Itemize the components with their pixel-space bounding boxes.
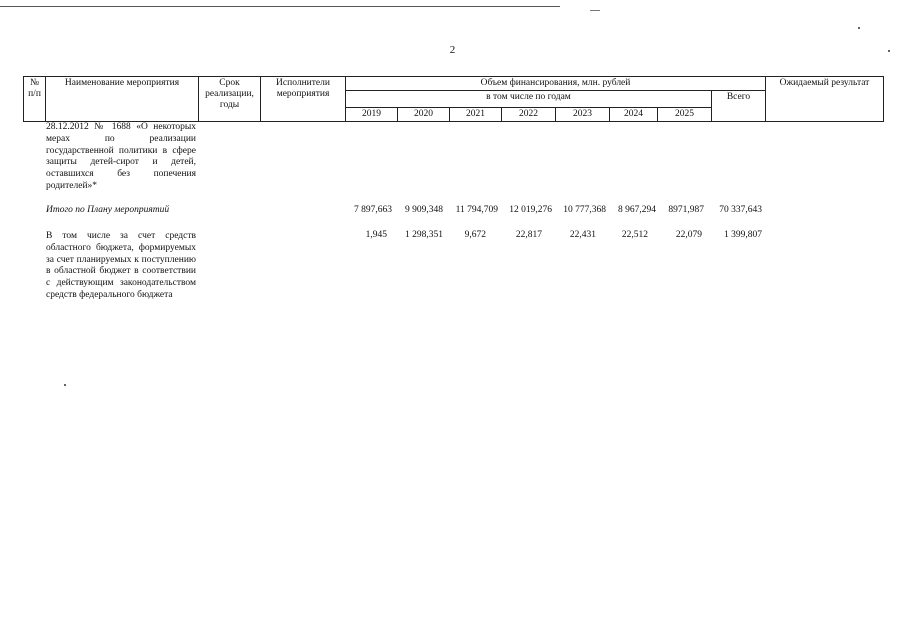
- col-year: 2020: [398, 108, 450, 122]
- incl-value: 1 399,807: [724, 230, 762, 240]
- col-num: № п/п: [24, 77, 46, 122]
- col-year: 2025: [658, 108, 712, 122]
- total-value: 10 777,368: [563, 205, 606, 215]
- col-by-years: в том числе по годам: [346, 91, 712, 108]
- col-year: 2022: [502, 108, 556, 122]
- col-total: Всего: [712, 91, 766, 122]
- incl-value: 22,079: [675, 230, 702, 240]
- col-financing: Объем финансирования, млн. рублей: [346, 77, 766, 91]
- incl-row-label: В том числе за счет средств областного бюджета, формируемых за счет планируемых к поступлению в областной бюджет в соответствии с действующим законодательством средств федерального бюджета: [46, 231, 196, 300]
- total-value: 8971,987: [668, 205, 704, 215]
- col-year: 2019: [346, 108, 398, 122]
- col-year: 2021: [450, 108, 502, 122]
- col-year: 2023: [556, 108, 610, 122]
- col-year: 2024: [610, 108, 658, 122]
- scan-speck: [64, 384, 66, 386]
- col-term: Срок реализации, годы: [199, 77, 261, 122]
- scan-speck: [858, 27, 860, 29]
- total-row-label: Итого по Плану мероприятий: [46, 205, 170, 215]
- scan-artifact-line: [590, 10, 600, 11]
- financing-table-header: [23, 76, 884, 122]
- col-name: Наименование мероприятия: [46, 77, 199, 122]
- total-value: 9 909,348: [405, 205, 443, 215]
- page-number: 2: [449, 44, 456, 56]
- total-value: 8 967,294: [618, 205, 656, 215]
- col-executors: Исполнители мероприятия: [261, 77, 346, 122]
- total-value: 11 794,709: [455, 205, 498, 215]
- incl-value: 1,945: [365, 230, 387, 240]
- total-value: 70 337,643: [719, 205, 762, 215]
- total-value: 12 019,276: [509, 205, 552, 215]
- incl-value: 22,817: [515, 230, 542, 240]
- incl-value: 9,672: [464, 230, 486, 240]
- scan-artifact-line: [0, 6, 560, 7]
- total-value: 7 897,663: [354, 205, 392, 215]
- incl-value: 1 298,351: [405, 230, 443, 240]
- incl-value: 22,512: [621, 230, 648, 240]
- continuation-text: 28.12.2012 № 1688 «О некоторых мерах по реализации государственной политики в сфере защиты детей-сирот и детей, оставшихся без попечения родителей»*: [46, 122, 196, 191]
- incl-value: 22,431: [569, 230, 596, 240]
- col-result: Ожидаемый результат: [766, 77, 884, 122]
